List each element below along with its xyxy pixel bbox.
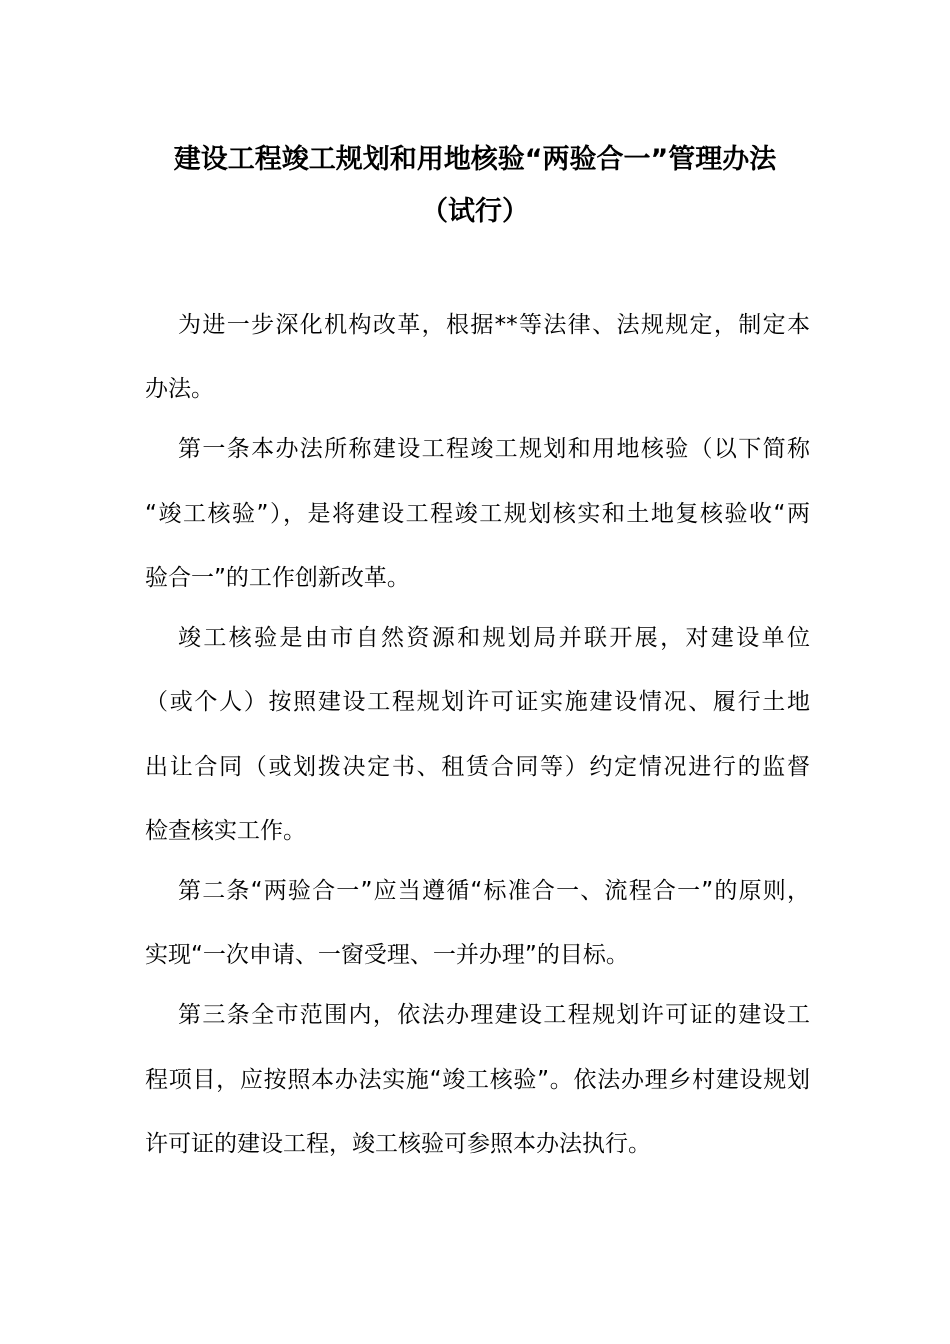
- paragraph-line: 竣工核验是由市自然资源和规划局并联开展，对建设单位: [178, 625, 810, 651]
- paragraph-line: 验合一”的工作创新改革。: [145, 565, 410, 591]
- paragraph-line: 程项目，应按照本办法实施“竣工核验”。依法办理乡村建设规划: [145, 1067, 810, 1093]
- document-title: 建设工程竣工规划和用地核验“两验合一”管理办法: [173, 144, 777, 175]
- paragraph-line: “竣工核验”），是将建设工程竣工规划核实和土地复核验收“两: [145, 501, 810, 527]
- paragraph-line: 许可证的建设工程，竣工核验可参照本办法执行。: [145, 1131, 651, 1157]
- paragraph-line: 出让合同（或划拨决定书、租赁合同等）约定情况进行的监督: [145, 754, 810, 780]
- paragraph-line: 办法。: [145, 376, 214, 402]
- paragraph-line: 为进一步深化机构改革，根据**等法律、法规规定，制定本: [178, 312, 810, 338]
- document-subtitle: （试行）: [421, 196, 529, 227]
- paragraph-line: 第三条全市范围内，依法办理建设工程规划许可证的建设工: [178, 1002, 810, 1028]
- paragraph-line: 实现“一次申请、一窗受理、一并办理”的目标。: [145, 942, 629, 968]
- paragraph-line: 检查核实工作。: [145, 818, 306, 844]
- paragraph-line: （或个人）按照建设工程规划许可证实施建设情况、履行土地: [145, 689, 810, 715]
- paragraph-line: 第二条“两验合一”应当遵循“标准合一、流程合一”的原则，: [178, 878, 810, 904]
- paragraph-line: 第一条本办法所称建设工程竣工规划和用地核验（以下简称: [178, 436, 810, 462]
